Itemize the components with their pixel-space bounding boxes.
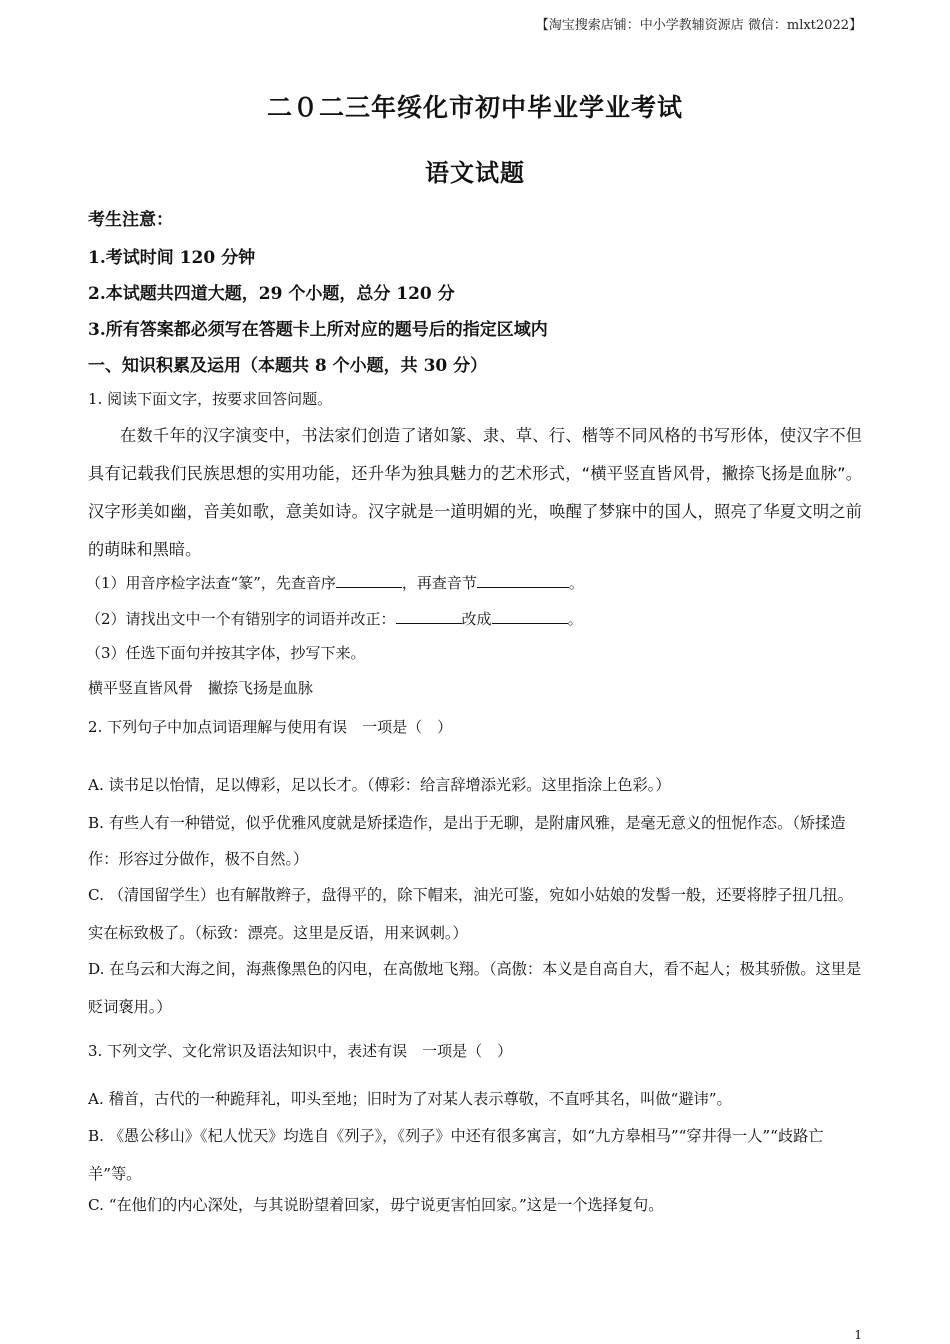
exam-subtitle: 语文试题 [425, 158, 525, 187]
sub-question-3: （3）任选下面句并按其字体，抄写下来。 [86, 644, 366, 662]
question-stem: 2. 下列句子中加点词语理解与使用有误 一项是（ ） [88, 718, 453, 736]
option-c: C. “在他们的内心深处，与其说盼望着回家，毋宁说更害怕回家。”这是一个选择复句。 [88, 1196, 664, 1214]
answer-blank[interactable] [396, 609, 462, 624]
notice-item: 2.本试题共四道大题，29 个小题，总分 120 分 [88, 284, 455, 304]
sub-question-text: ，再查音节 [401, 574, 477, 592]
header-note: 【淘宝搜索店铺：中小学教辅资源店 微信：mlxt2022】 [535, 18, 862, 33]
sub-question-text: 。 [567, 610, 583, 628]
notice-item: 1.考试时间 120 分钟 [88, 248, 256, 268]
sub-question-1 [86, 573, 584, 593]
answer-blank[interactable] [492, 609, 568, 624]
option-a: A. 稽首，古代的一种跪拜礼，叩头至地；旧时为了对某人表示尊敬，不直呼其名，叫做“避讳”。 [88, 1090, 732, 1108]
answer-blank[interactable] [477, 573, 569, 588]
question-stem: 1. 阅读下面文字，按要求回答问题。 [88, 390, 333, 408]
answer-blank[interactable] [336, 573, 402, 588]
exam-title: 二０二三年绥化市初中毕业学业考试 [266, 93, 683, 122]
page-number: 1 [854, 1328, 862, 1342]
question-stem: 3. 下列文学、文化常识及语法知识中，表述有误 一项是（ ） [88, 1042, 513, 1060]
notice-heading: 考生注意： [88, 210, 173, 230]
option-d: D. 在乌云和大海之间，海燕像黑色的闪电，在高傲地飞翔。（高傲：本义是自高自大，看不起人；极其骄傲。这里是贬词褒用。） [88, 960, 862, 1016]
option-c: C. （清国留学生）也有解散辫子，盘得平的，除下帽来，油光可鉴，宛如小姑娘的发髻一般，还要将脖子扭几扭。实在标致极了。（标致：漂亮。这里是反语，用来讽刺。） [88, 886, 853, 942]
section-heading: 一、知识积累及运用（本题共 8 个小题，共 30 分） [88, 356, 488, 376]
sub-question-text: （1）用音序检字法查“篆”，先查音序 [86, 574, 336, 592]
sub-question-text: 改成 [461, 610, 492, 628]
option-b: B. 《愚公移山》《杞人忧天》均选自《列子》，《列子》中还有很多寓言，如“九方皋相马”“穿井得一人”“歧路亡羊”等。 [88, 1127, 824, 1183]
option-a: A. 读书足以怡情，足以傅彩，足以长才。（傅彩：给言辞增添光彩。这里指涂上色彩。） [88, 776, 671, 794]
copy-text: 横平竖直皆风骨 撇捺飞扬是血脉 [88, 679, 314, 697]
sub-question-2 [86, 609, 583, 629]
notice-item: 3.所有答案都必须写在答题卡上所对应的题号后的指定区域内 [88, 320, 548, 340]
sub-question-text: （2）请找出文中一个有错别字的词语并改正： [86, 610, 396, 628]
sub-question-text: 。 [568, 574, 584, 592]
option-b: B. 有些人有一种错觉，似乎优雅风度就是矫揉造作，是出于无聊，是附庸风雅，是毫无意义的忸怩作态。（矫揉造作：形容过分做作，极不自然。） [88, 814, 846, 868]
passage: 在数千年的汉字演变中，书法家们创造了诸如篆、隶、草、行、楷等不同风格的书写形体，使汉字不但具有记载我们民族思想的实用功能，还升华为独具魅力的艺术形式，“横平竖直皆风骨，撇捺飞扬是血脉”。汉字形美如幽，音美如歌，意美如诗。汉字就是一道明媚的光，唤醒了梦寐中的国人，照亮了华夏文明之前的萌昧和黑暗。 [88, 426, 862, 559]
